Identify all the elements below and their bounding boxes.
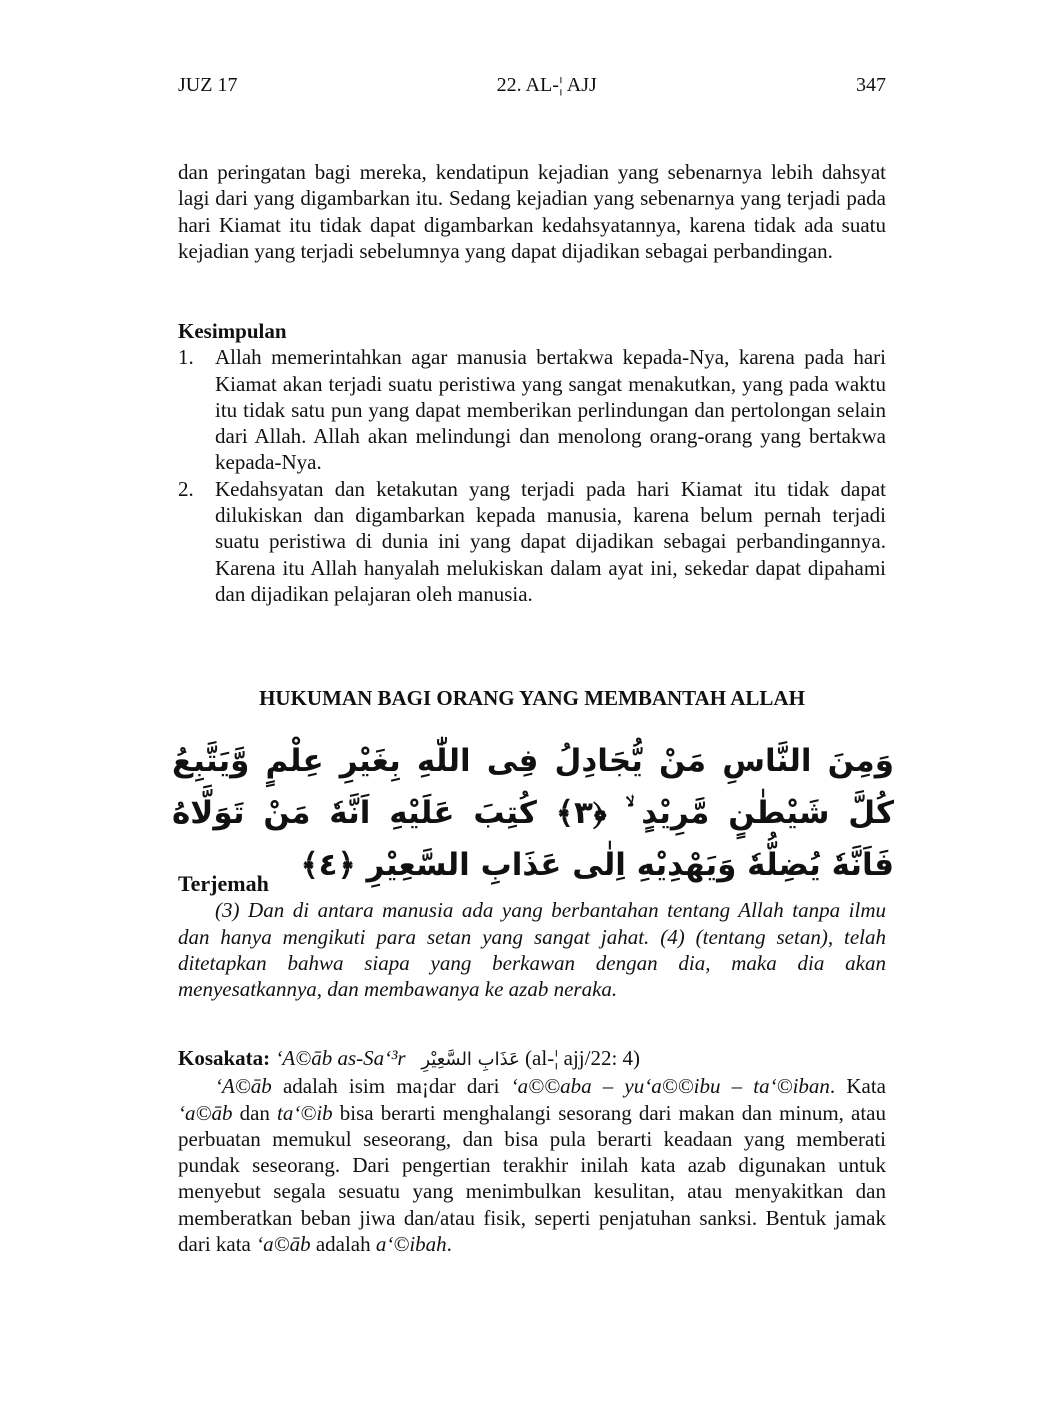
kesimpulan-heading: Kesimpulan	[178, 319, 287, 343]
list-item	[178, 344, 886, 475]
terjemah-section	[178, 871, 886, 1002]
arabic-verse: وَمِنَ النَّاسِ مَنْ يُّجَادِلُ فِى اللّٰهِ بِغَيْرِ عِلْمٍ وَّيَتَّبِعُ كُلَّ شَيْطٰنٍ مَّرِيْدٍ ۙ ﴿٣﴾ كُتِبَ عَلَيْهِ اَنَّهٗ مَنْ تَوَلَّاهُ فَاَنَّهٗ يُضِلُّهٗ وَيَهْدِيْهِ اِلٰى عَذَابِ السَّعِيْرِ ﴿٤﴾	[172, 743, 894, 883]
page-number: 347	[856, 74, 886, 96]
item-number: 2.	[178, 476, 194, 501]
kesimpulan-list	[178, 344, 886, 607]
text: .	[446, 1232, 452, 1257]
item-number: 1.	[178, 345, 194, 370]
text: bisa berarti menghalangi sesorang dari makan dan minum, atau perbuatan memukul seseorang, dan bisa pula berarti keadaan yang memberati pundak seseorang. Dari pengertian terakhir inilah kata azab digunakan untuk menyebut segala sesuatu yang menimbulkan kesulitan, atau menyakitkan dan memberatkan beban jiwa dan/atau fisik, seperti penjatuhan sanksi. Bentuk jamak dari kata	[178, 1100, 887, 1257]
section-title: HUKUMAN BAGI ORANG YANG MEMBANTAH ALLAH	[259, 686, 805, 710]
term: a‘©ibah	[375, 1232, 447, 1257]
terjemah-text: (3) Dan di antara manusia ada yang berbantahan tentang Allah tanpa ilmu dan hanya mengikuti para setan yang sangat jahat. (4) (tentang setan), telah ditetapkan bahwa siapa yang berkawan dengan dia, maka dia akan menyesatkannya, dan membawanya ke azab neraka.	[178, 898, 886, 1002]
kesimpulan-section	[178, 318, 886, 607]
term: ‘a©āb	[178, 1100, 233, 1125]
list-item	[178, 476, 886, 607]
text: dan	[232, 1100, 278, 1125]
text: adalah	[310, 1232, 376, 1257]
juz-label: JUZ 17	[178, 74, 238, 96]
term: ‘A©āb	[215, 1074, 272, 1099]
kosakata-line	[178, 1045, 886, 1073]
paragraph-text: dan peringatan bagi mereka, kendatipun kejadian yang sebenarnya lebih dahsyat lagi dari yang digambarkan itu. Sedang kejadian yang sebenarnya yang terjadi pada hari Kiamat itu tidak dapat digambarkan kedahsyatannya, karena tidak ada suatu kejadian yang terjadi sebelumnya yang dapat dijadikan sebagai perbandingan.	[178, 160, 886, 263]
intro-paragraph	[178, 159, 886, 264]
kosakata-term: ‘A©āb as-Sa‘³r	[275, 1046, 406, 1070]
kosakata-ref: (al-¦ ajj/22: 4)	[525, 1046, 641, 1070]
surah-label: 22. AL-¦ AJJ	[496, 74, 597, 96]
terjemah-heading: Terjemah	[178, 871, 269, 896]
text: adalah isim ma¡dar dari	[271, 1074, 511, 1099]
text: . Kata	[829, 1074, 886, 1099]
page-header	[178, 74, 886, 97]
kosakata-section	[178, 1045, 886, 1257]
kosakata-explanation	[178, 1073, 886, 1257]
term: ‘a©©aba – yu‘a©©ibu – ta‘©iban	[510, 1074, 830, 1099]
kosakata-arabic: عَذَابِ السَّعِيْرِ	[421, 1049, 520, 1070]
term: ta‘©ib	[277, 1100, 333, 1125]
term: ‘a©āb	[256, 1232, 311, 1257]
kosakata-label: Kosakata:	[178, 1046, 271, 1070]
item-text: Allah memerintahkan agar manusia bertakwa kepada-Nya, karena pada hari Kiamat akan terjadi suatu peristiwa yang sangat menakutkan, yang pada waktu itu tidak satu pun yang dapat memberikan perlindungan dan pertolongan selain dari Allah. Allah akan melindungi dan menolong orang-orang yang bertakwa kepada-Nya.	[215, 345, 886, 475]
item-text: Kedahsyatan dan ketakutan yang terjadi pada hari Kiamat itu tidak dapat dilukiskan dan digambarkan kepada manusia, karena belum pernah terjadi suatu peristiwa di dunia ini yang dapat dijadikan sebagai perbandingannya. Karena itu Allah hanyalah melukiskan dalam ayat ini, sekedar dapat dipahami dan dijadikan pelajaran oleh manusia.	[215, 476, 886, 606]
